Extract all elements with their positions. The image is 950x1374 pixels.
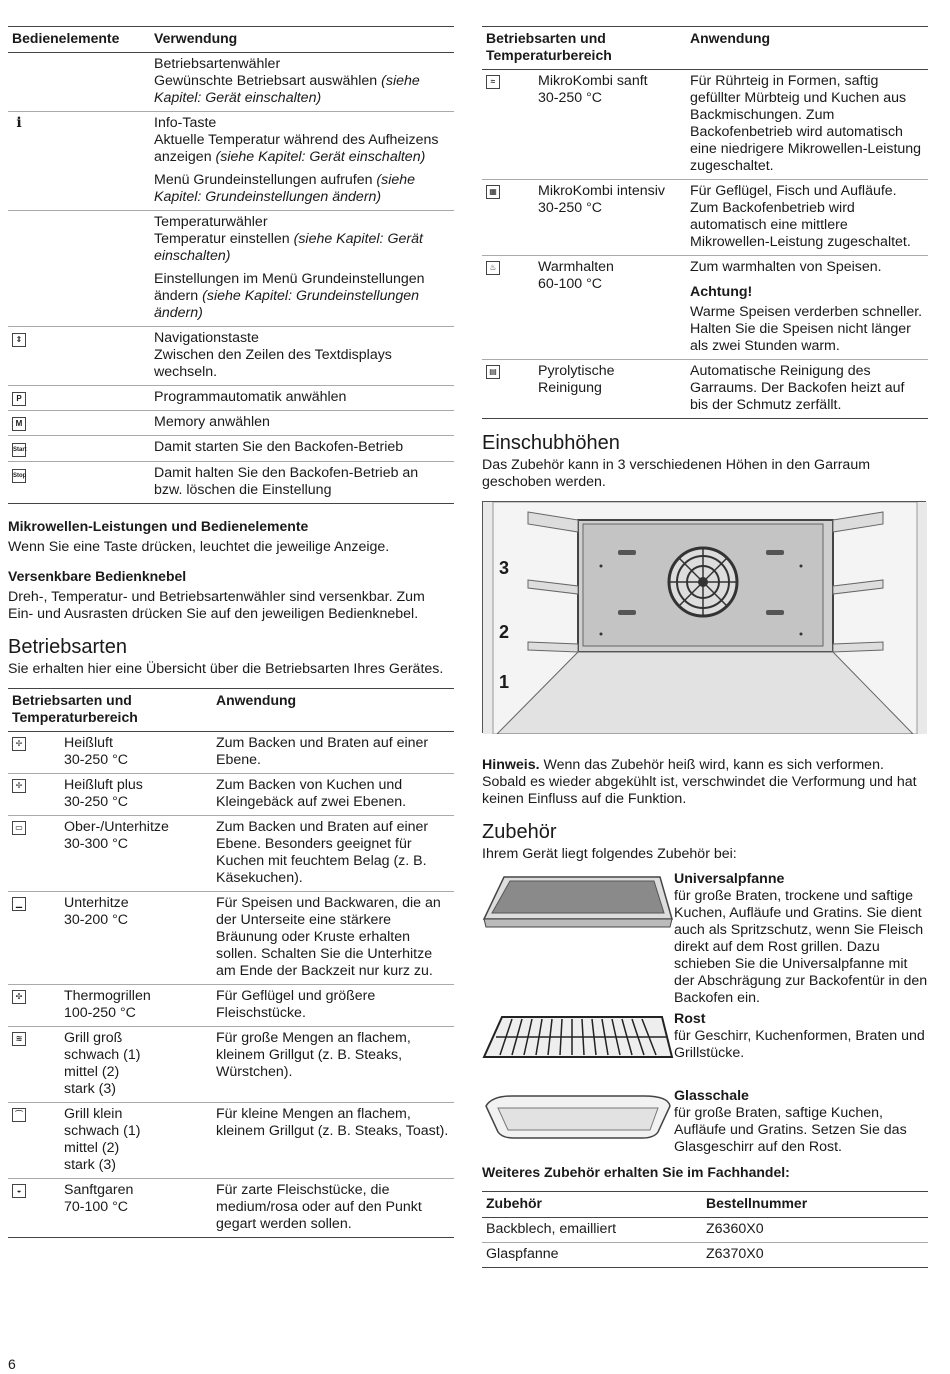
mode-icon: ♨	[486, 261, 500, 275]
knebel-text: Dreh-, Temperatur- und Betriebsartenwähler sind versenkbar. Zum Ein- und Ausrasten drücken Sie auf den jeweiligen Bedienknebel.	[8, 589, 425, 622]
mode-usage-cell	[212, 732, 454, 774]
control-usage-line	[154, 214, 450, 231]
table-row	[8, 112, 454, 211]
betriebsarten2-header-modes: Betriebsarten und Temperaturbereich	[486, 30, 612, 63]
mode-name: Grill klein	[64, 1106, 123, 1122]
table-row	[8, 732, 454, 774]
betriebsarten-table-body	[8, 732, 454, 1238]
mode-range: 30-250 °C	[64, 794, 129, 810]
mode-range: 30-250 °C	[64, 752, 129, 768]
table-row	[8, 892, 454, 985]
mode-name: Sanftgaren	[64, 1182, 134, 1198]
table-row	[8, 816, 454, 892]
control-3-icon: ⇕	[12, 333, 26, 347]
betriebsarten-table-header	[8, 689, 454, 732]
hinweis-paragraph	[482, 757, 928, 808]
accessory-universalpfanne	[482, 871, 928, 1007]
mode-name: Warmhalten	[538, 259, 614, 275]
control-icon-cell	[8, 411, 150, 436]
control-icon-cell	[8, 112, 150, 211]
zubehoer-heading: Zubehör	[482, 821, 557, 843]
table-row	[8, 1027, 454, 1103]
hinweis-text: Wenn das Zubehör heiß wird, kann es sich verformen. Sobald es wieder abgekühlt ist, verschwindet die Verformung und hat keinen Einfluss auf die Funktion.	[482, 757, 917, 807]
left-column	[8, 26, 454, 1238]
glasschale-text: für große Braten, saftige Kuchen, Aufläufe und Gratins. Setzen Sie das Glasgeschirr auf den Rost.	[674, 1105, 907, 1155]
accessories-order-table	[482, 1191, 928, 1268]
mikrowellen-heading: Mikrowellen-Leistungen und Bedienelemente	[8, 518, 309, 534]
table-row	[8, 211, 454, 327]
control-icon-cell	[8, 327, 150, 386]
betriebsarten-header-usage: Anwendung	[216, 692, 297, 708]
betriebsarten2-table-header	[482, 27, 928, 70]
table-row	[8, 985, 454, 1027]
mode-icon: ✣	[12, 990, 26, 1004]
usage-reference: (siehe Kapitel: Gerät einschalten)	[154, 73, 420, 106]
mode-usage: Für Geflügel, Fisch und Aufläufe. Zum Backofenbetrieb wird automatisch eine mittlere Mikrowellen-Leistung zugeschaltet.	[690, 183, 911, 250]
betriebsarten-heading: Betriebsarten	[8, 636, 127, 658]
mode-icon: ✢	[12, 737, 26, 751]
mode-range: 30-250 °C	[538, 200, 603, 216]
rost-text: für Geschirr, Kuchenformen, Braten und Grillstücke.	[674, 1028, 925, 1061]
controls-header-elements: Bedienelemente	[12, 30, 120, 46]
control-usage-line	[154, 132, 450, 166]
accessory-number-cell: Z6360X0	[706, 1221, 764, 1237]
mode-icon: ▭	[12, 821, 26, 835]
usage-text: Betriebsartenwähler	[154, 56, 281, 72]
rost-title: Rost	[674, 1011, 706, 1027]
mode-icon: ✢	[12, 779, 26, 793]
table-row	[482, 70, 928, 180]
table-row	[482, 360, 928, 419]
page-number: 6	[8, 1356, 16, 1372]
control-usage-line	[154, 465, 450, 499]
zubehoer-intro: Ihrem Gerät liegt folgendes Zubehör bei:	[482, 846, 737, 862]
universalpfanne-title: Universalpfanne	[674, 871, 785, 887]
mode-cell	[8, 1179, 212, 1238]
control-usage-line	[154, 389, 450, 406]
knebel-heading: Versenkbare Bedienknebel	[8, 568, 187, 584]
betriebsarten-header-modes: Betriebsarten und Temperaturbereich	[12, 692, 138, 725]
mode-range: 30-200 °C	[64, 912, 129, 928]
mode-usage: Für zarte Fleischstücke, die medium/rosa oder auf den Punkt gegart werden sollen.	[216, 1182, 422, 1232]
mode-usage-cell	[212, 1027, 454, 1103]
accessories-header-number: Bestellnummer	[706, 1195, 808, 1211]
usage-text: Einstellungen im Menü Grundeinstellungen ändern	[154, 271, 425, 304]
mode-cell	[8, 892, 212, 985]
glasschale-image	[482, 1088, 674, 1156]
mode-cell	[8, 1027, 212, 1103]
control-usage-line	[154, 172, 450, 206]
table-row	[482, 180, 928, 256]
controls-table-body	[8, 53, 454, 504]
accessory-number-cell: Z6370X0	[706, 1246, 764, 1262]
table-row	[8, 1179, 454, 1238]
table-row	[482, 1243, 928, 1268]
mode-icon: ▦	[486, 185, 500, 199]
mode-range: 30-300 °C	[64, 836, 129, 852]
control-icon-cell	[8, 211, 150, 327]
control-usage-line	[154, 330, 450, 347]
usage-text: Info-Taste	[154, 115, 217, 131]
mode-range: 100-250 °C	[64, 1005, 136, 1021]
mode-cell	[8, 774, 212, 816]
mode-name: Grill groß	[64, 1030, 123, 1046]
usage-reference: (siehe Kapitel: Grundeinstellungen ändern)	[154, 172, 416, 205]
mode-usage-cell	[686, 360, 928, 419]
accessory-rost	[482, 1011, 928, 1076]
control-usage-line	[154, 73, 450, 107]
control-usage-line	[154, 414, 450, 431]
mode-range: schwach (1) mittel (2) stark (3)	[64, 1047, 141, 1097]
hinweis-label: Hinweis.	[482, 757, 540, 773]
mode-icon: ◒	[12, 1184, 26, 1198]
mode-usage-cell	[212, 1103, 454, 1179]
mode-range: 70-100 °C	[64, 1199, 129, 1215]
usage-text: Programmautomatik anwählen	[154, 389, 347, 405]
mode-usage: Für Rührteig in Formen, saftig gefüllter Mürbteig und Kuchen aus Backmischungen. Zum Backofenbetrieb wird automatisch eine niedrigere Mikrowellen-Leistung zugeschaltet.	[690, 73, 922, 174]
mode-cell	[8, 1103, 212, 1179]
usage-text: Gewünschte Betriebsart auswählen	[154, 73, 382, 89]
table-row	[8, 411, 454, 436]
mode-range: 60-100 °C	[538, 276, 603, 292]
mode-name: Thermogrillen	[64, 988, 151, 1004]
mode-name: MikroKombi intensiv	[538, 183, 665, 199]
mode-usage: Zum Backen von Kuchen und Kleingebäck auf zwei Ebenen.	[216, 777, 407, 810]
mode-usage-cell	[686, 256, 928, 360]
mode-usage: Für Geflügel und größere Fleischstücke.	[216, 988, 376, 1021]
mode-note: Warme Speisen verderben schneller. Halten Sie die Speisen nicht länger als zwei Stunden warm.	[690, 304, 923, 354]
table-row	[8, 327, 454, 386]
table-row	[482, 1218, 928, 1243]
mode-cell	[482, 360, 686, 419]
mode-usage-cell	[686, 180, 928, 256]
betriebsarten2-header-usage: Anwendung	[690, 30, 771, 46]
accessory-name-cell: Glaspfanne	[486, 1246, 559, 1262]
table-row	[8, 462, 454, 504]
controls-header-usage: Verwendung	[154, 30, 238, 46]
betriebsarten-table-2	[482, 26, 928, 419]
mode-usage-cell	[686, 70, 928, 180]
betriebsarten-intro: Sie erhalten hier eine Übersicht über die Betriebsarten Ihres Gerätes.	[8, 661, 444, 677]
mode-range: schwach (1) mittel (2) stark (3)	[64, 1123, 141, 1173]
mode-cell	[8, 985, 212, 1027]
mode-name: Pyrolytische Reinigung	[538, 363, 615, 396]
control-usage-line	[154, 347, 450, 381]
control-usage-line	[154, 439, 450, 456]
betriebsarten2-table-body	[482, 70, 928, 419]
mode-icon: ▤	[486, 365, 500, 379]
control-7-icon: Stop	[12, 469, 26, 483]
rost-image	[482, 1011, 674, 1076]
mode-usage: Für kleine Mengen an flachem, kleinem Grillgut (z. B. Steaks, Toast).	[216, 1106, 449, 1139]
mode-usage: Automatische Reinigung des Garraums. Der Backofen heizt auf bis der Schmutz zerfällt.	[690, 363, 905, 413]
mode-usage-cell	[212, 892, 454, 985]
mikrowellen-text: Wenn Sie eine Taste drücken, leuchtet die jeweilige Anzeige.	[8, 539, 390, 555]
accessory-name-cell: Backblech, emailliert	[486, 1221, 617, 1237]
control-usage-line	[154, 271, 450, 322]
einschub-text: Das Zubehör kann in 3 verschiedenen Höhen in den Garraum geschoben werden.	[482, 457, 871, 490]
control-usage-cell	[150, 112, 454, 211]
level-label-3: 3	[499, 558, 510, 578]
control-usage-cell	[150, 462, 454, 504]
accessories-table-header	[482, 1192, 928, 1218]
mode-cell	[482, 70, 686, 180]
usage-text: Damit halten Sie den Backofen-Betrieb an bzw. löschen die Einstellung	[154, 465, 419, 498]
mode-cell	[8, 816, 212, 892]
table-row	[8, 386, 454, 411]
usage-text: Zwischen den Zeilen des Textdisplays wechseln.	[154, 347, 392, 380]
table-row	[8, 1103, 454, 1179]
usage-text: Damit starten Sie den Backofen-Betrieb	[154, 439, 404, 455]
accessory-glasschale	[482, 1088, 928, 1156]
usage-text: Temperatur einstellen	[154, 231, 294, 247]
table-row	[8, 436, 454, 462]
mode-usage: Zum warmhalten von Speisen.	[690, 259, 882, 275]
control-usage-cell	[150, 327, 454, 386]
mode-icon: ≈	[486, 75, 500, 89]
weiteres-heading: Weiteres Zubehör erhalten Sie im Fachhandel:	[482, 1164, 790, 1180]
accessories-header-name: Zubehör	[486, 1195, 542, 1211]
mode-name: MikroKombi sanft	[538, 73, 648, 89]
control-4-icon: P	[12, 392, 26, 406]
control-6-icon: Start	[12, 443, 26, 457]
control-usage-line	[154, 115, 450, 132]
glasschale-title: Glasschale	[674, 1088, 749, 1104]
control-usage-line	[154, 56, 450, 73]
usage-text: Navigationstaste	[154, 330, 259, 346]
mode-cell	[8, 732, 212, 774]
controls-table	[8, 26, 454, 504]
usage-text: Memory anwählen	[154, 414, 270, 430]
mode-usage: Zum Backen und Braten auf einer Ebene. Besonders geeignet für Kuchen mit feuchtem Belag (z. B. Käsekuchen).	[216, 819, 429, 886]
mode-usage: Zum Backen und Braten auf einer Ebene.	[216, 735, 429, 768]
table-row	[8, 53, 454, 112]
einschub-heading: Einschubhöhen	[482, 432, 620, 454]
mode-cell	[482, 180, 686, 256]
table-row	[8, 774, 454, 816]
mode-name: Heißluft plus	[64, 777, 143, 793]
mode-usage: Für Speisen und Backwaren, die an der Unterseite eine stärkere Bräunung oder Kruste erhalten sollen. Schalten Sie die Unterhitze am Ende der Backzeit nur kurz zu.	[216, 895, 441, 979]
mode-icon: ⌒	[12, 1108, 26, 1122]
level-label-2: 2	[499, 622, 510, 642]
control-1-icon: i	[16, 115, 22, 131]
right-column	[482, 26, 928, 1268]
oven-rack-diagram	[482, 501, 926, 733]
control-icon-cell	[8, 386, 150, 411]
mode-icon: ≋	[12, 1032, 26, 1046]
control-usage-cell	[150, 411, 454, 436]
control-icon-cell	[8, 436, 150, 462]
usage-reference: (siehe Kapitel: Grundeinstellungen ändern)	[154, 288, 420, 321]
control-icon-cell	[8, 53, 150, 112]
control-5-icon: M	[12, 417, 26, 431]
mode-usage: Für große Mengen an flachem, kleinem Grillgut (z. B. Steaks, Würstchen).	[216, 1030, 411, 1080]
usage-reference: (siehe Kapitel: Gerät einschalten)	[154, 231, 423, 264]
usage-text: Aktuelle Temperatur während des Aufheizens anzeigen	[154, 132, 439, 165]
control-usage-line	[154, 231, 450, 265]
mode-name: Unterhitze	[64, 895, 129, 911]
mode-name: Ober-/Unterhitze	[64, 819, 169, 835]
mode-usage-cell	[212, 774, 454, 816]
betriebsarten-table	[8, 688, 454, 1238]
oven-interior-illustration	[483, 502, 927, 734]
usage-text: Menü Grundeinstellungen aufrufen	[154, 172, 377, 188]
mode-usage-cell	[212, 985, 454, 1027]
control-usage-cell	[150, 436, 454, 462]
level-label-1: 1	[499, 672, 510, 692]
mode-icon: ▁	[12, 897, 26, 911]
usage-reference: (siehe Kapitel: Gerät einschalten)	[215, 149, 426, 165]
mode-name: Heißluft	[64, 735, 113, 751]
universalpfanne-text: für große Braten, trockene und saftige Kuchen, Aufläufe und Gratins. Sie dient auch als Spritzschutz, wenn Sie Fleisch direkt auf dem Rost grillen. Dazu schieben Sie die Universalpfanne mit der Abschrägung zur Backofentür in den Backofen ein.	[674, 888, 928, 1006]
mode-usage-cell	[212, 1179, 454, 1238]
mode-note-title: Achtung!	[690, 284, 753, 300]
table-row	[482, 256, 928, 360]
control-usage-cell	[150, 53, 454, 112]
mode-range: 30-250 °C	[538, 90, 603, 106]
control-usage-cell	[150, 211, 454, 327]
control-usage-cell	[150, 386, 454, 411]
mode-usage-cell	[212, 816, 454, 892]
usage-text: Temperaturwähler	[154, 214, 268, 230]
mode-cell	[482, 256, 686, 360]
control-icon-cell	[8, 462, 150, 504]
universalpfanne-image	[482, 871, 674, 1007]
controls-table-header	[8, 27, 454, 53]
